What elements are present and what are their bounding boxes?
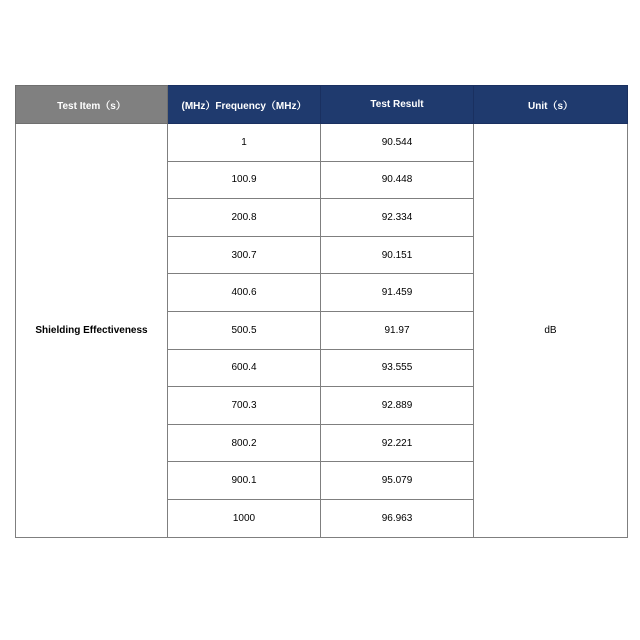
- frequency-cell: 600.4: [168, 349, 321, 387]
- frequency-cell: 400.6: [168, 274, 321, 312]
- header-frequency: (MHz）Frequency（MHz）: [168, 86, 321, 124]
- test-item-cell: Shielding Effectiveness: [16, 124, 168, 538]
- header-unit: Unit（s）: [474, 86, 628, 124]
- result-cell: 91.459: [321, 274, 474, 312]
- result-cell: 91.97: [321, 311, 474, 349]
- frequency-cell: 800.2: [168, 424, 321, 462]
- result-cell: 96.963: [321, 499, 474, 537]
- result-cell: 92.221: [321, 424, 474, 462]
- result-cell: 90.151: [321, 236, 474, 274]
- frequency-cell: 500.5: [168, 311, 321, 349]
- table-body: [16, 124, 628, 538]
- test-results-table: [15, 85, 628, 538]
- result-cell: 92.334: [321, 199, 474, 237]
- unit-cell: dB: [474, 124, 628, 538]
- frequency-cell: 700.3: [168, 387, 321, 425]
- header-test-result: Test Result: [321, 86, 474, 124]
- result-cell: 93.555: [321, 349, 474, 387]
- result-cell: 90.448: [321, 161, 474, 199]
- header-test-item: Test Item（s）: [16, 86, 168, 124]
- result-cell: 92.889: [321, 387, 474, 425]
- header-row: [16, 86, 628, 124]
- result-cell: 90.544: [321, 124, 474, 162]
- table-header: [16, 86, 628, 124]
- frequency-cell: 200.8: [168, 199, 321, 237]
- frequency-cell: 1: [168, 124, 321, 162]
- result-cell: 95.079: [321, 462, 474, 500]
- frequency-cell: 300.7: [168, 236, 321, 274]
- frequency-cell: 900.1: [168, 462, 321, 500]
- table-row: [16, 124, 628, 162]
- frequency-cell: 1000: [168, 499, 321, 537]
- frequency-cell: 100.9: [168, 161, 321, 199]
